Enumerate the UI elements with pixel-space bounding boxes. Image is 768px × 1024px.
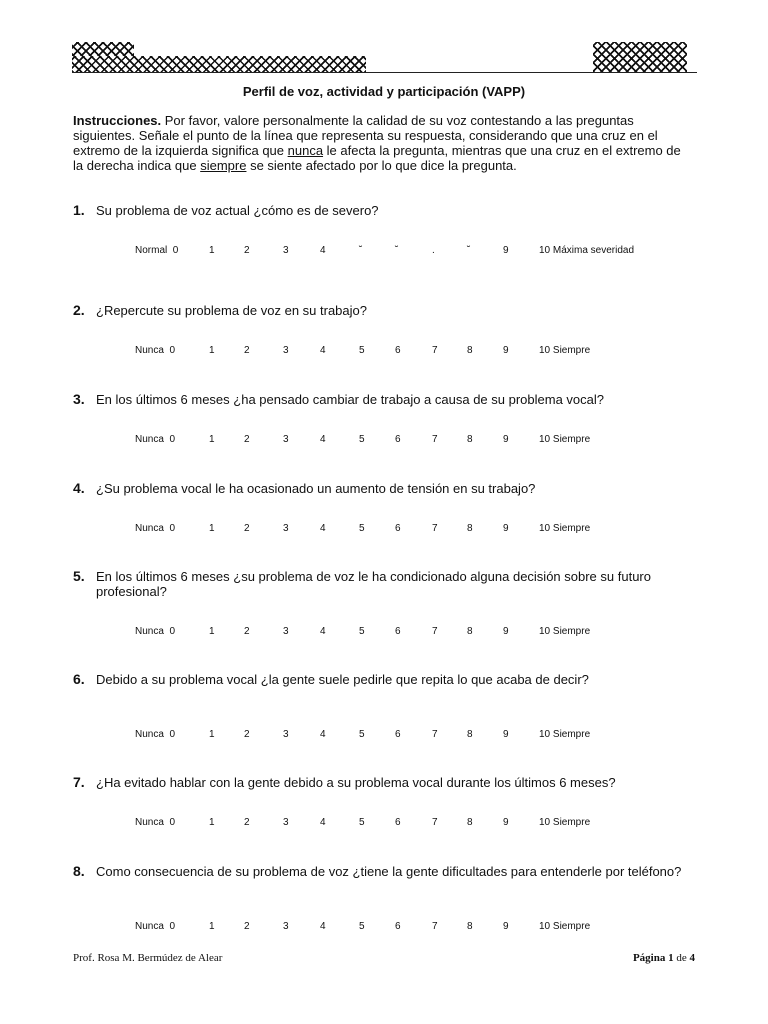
scale-point-9[interactable]: 9 (503, 626, 509, 637)
scale-point-7[interactable]: 7 (432, 817, 438, 828)
scale-point-8[interactable]: 8 (467, 921, 473, 932)
rating-scale-7 (0, 817, 768, 831)
scale-point-3[interactable]: 3 (283, 817, 289, 828)
scale-point-2[interactable]: 2 (244, 626, 250, 637)
scale-point-8[interactable]: 8 (467, 523, 473, 534)
rating-scale-8 (0, 921, 768, 935)
scale-point-2[interactable]: 2 (244, 729, 250, 740)
scale-point-0[interactable]: Nunca 0 (135, 523, 176, 534)
scale-point-6[interactable]: ˘ (395, 245, 399, 256)
rating-scale-6 (0, 729, 768, 743)
scale-point-8[interactable]: 8 (467, 434, 473, 445)
scale-point-3[interactable]: 3 (283, 523, 289, 534)
scale-point-8[interactable]: 8 (467, 729, 473, 740)
scale-point-10[interactable]: 10 Siempre (539, 523, 591, 534)
scale-point-10[interactable]: 10 Siempre (539, 345, 591, 356)
question-text: En los últimos 6 meses ¿su problema de voz le ha condicionado alguna decisión sobre su futuro profesional? (96, 569, 651, 599)
question-text: ¿Repercute su problema de voz en su trabajo? (96, 303, 367, 318)
scale-point-10[interactable]: 10 Máxima severidad (539, 245, 635, 256)
scale-point-3[interactable]: 3 (283, 345, 289, 356)
scale-point-0[interactable]: Nunca 0 (135, 434, 176, 445)
footer-author: Prof. Rosa M. Bermúdez de Alear (73, 952, 223, 964)
instructions-label: Instrucciones. (73, 113, 162, 128)
scale-point-10[interactable]: 10 Siempre (539, 921, 591, 932)
rating-scale-1 (0, 245, 768, 259)
scale-point-4[interactable]: 4 (320, 817, 326, 828)
header-hatch-left-bar (72, 56, 366, 72)
rating-scale-2 (0, 345, 768, 359)
scale-point-4[interactable]: 4 (320, 626, 326, 637)
scale-point-8[interactable]: 8 (467, 345, 473, 356)
instructions-text-3: se siente afectado por lo que dice la pregunta. (246, 158, 517, 173)
question-text: ¿Ha evitado hablar con la gente debido a su problema vocal durante los últimos 6 meses? (96, 775, 616, 790)
question-number: 8. (73, 863, 85, 879)
question-text: Su problema de voz actual ¿cómo es de severo? (96, 203, 379, 218)
scale-point-5[interactable]: 5 (359, 626, 365, 637)
scale-point-2[interactable]: 2 (244, 434, 250, 445)
instructions-text-1: Por favor, valore personalmente la calidad de su voz contestando a las preguntas siguientes. Señale el punto de la línea que representa su respuesta, considerando que una cruz en el extremo de la izquierda significa que (73, 113, 658, 158)
scale-point-10[interactable]: 10 Siempre (539, 434, 591, 445)
question-text: Como consecuencia de su problema de voz ¿tiene la gente dificultades para entenderle por teléfono? (96, 864, 682, 879)
scale-point-1[interactable]: 1 (209, 817, 215, 828)
scale-point-9[interactable]: 9 (503, 921, 509, 932)
scale-point-7[interactable]: 7 (432, 921, 438, 932)
scale-point-5[interactable]: ˘ (359, 245, 363, 256)
scale-point-4[interactable]: 4 (320, 921, 326, 932)
scale-point-7[interactable]: . (432, 245, 435, 256)
footer-of-word: de (676, 952, 687, 964)
scale-point-0[interactable]: Nunca 0 (135, 921, 176, 932)
scale-point-2[interactable]: 2 (244, 345, 250, 356)
question-number: 6. (73, 671, 85, 687)
question-text: ¿Su problema vocal le ha ocasionado un aumento de tensión en su trabajo? (96, 481, 536, 496)
scale-point-5[interactable]: 5 (359, 523, 365, 534)
question-number: 7. (73, 774, 85, 790)
scale-point-3[interactable]: 3 (283, 921, 289, 932)
scale-point-7[interactable]: 7 (432, 523, 438, 534)
scale-point-7[interactable]: 7 (432, 729, 438, 740)
rating-scale-5 (0, 626, 768, 640)
scale-point-1[interactable]: 1 (209, 523, 215, 534)
scale-point-1[interactable]: 1 (209, 245, 215, 256)
scale-point-6[interactable]: 6 (395, 817, 401, 828)
scale-point-9[interactable]: 9 (503, 245, 509, 256)
scale-point-1[interactable]: 1 (209, 626, 215, 637)
scale-point-0[interactable]: Nunca 0 (135, 626, 176, 637)
scale-point-4[interactable]: 4 (320, 345, 326, 356)
question-number: 5. (73, 568, 85, 584)
scale-point-3[interactable]: 3 (283, 729, 289, 740)
scale-point-3[interactable]: 3 (283, 626, 289, 637)
scale-point-7[interactable]: 7 (432, 626, 438, 637)
scale-point-4[interactable]: 4 (320, 729, 326, 740)
instructions-word-never: nunca (287, 143, 324, 158)
scale-point-2[interactable]: 2 (244, 245, 250, 256)
scale-point-4[interactable]: 4 (320, 434, 326, 445)
scale-point-3[interactable]: 3 (283, 434, 289, 445)
scale-point-0[interactable]: Normal 0 (135, 245, 179, 256)
scale-point-1[interactable]: 1 (209, 921, 215, 932)
scale-point-1[interactable]: 1 (209, 345, 215, 356)
scale-point-5[interactable]: 5 (359, 434, 365, 445)
scale-point-9[interactable]: 9 (503, 434, 509, 445)
page-title: Perfil de voz, actividad y participación (VAPP) (242, 84, 526, 99)
scale-point-6[interactable]: 6 (395, 729, 401, 740)
question-number: 3. (73, 391, 85, 407)
scale-point-10[interactable]: 10 Siempre (539, 729, 591, 740)
scale-point-8[interactable]: 8 (467, 626, 473, 637)
footer-page-number (633, 952, 695, 964)
scale-point-1[interactable]: 1 (209, 434, 215, 445)
scale-point-9[interactable]: 9 (503, 523, 509, 534)
scale-point-6[interactable]: 6 (395, 523, 401, 534)
scale-point-4[interactable]: 4 (320, 523, 326, 534)
scale-point-9[interactable]: 9 (503, 345, 509, 356)
header-hatch-right-bar (593, 42, 687, 72)
question-number: 2. (73, 302, 85, 318)
scale-point-7[interactable]: 7 (432, 434, 438, 445)
footer-page-word: Página (632, 952, 666, 964)
scale-point-1[interactable]: 1 (209, 729, 215, 740)
instructions (73, 113, 693, 173)
scale-point-8[interactable]: ˘ (467, 245, 471, 256)
scale-point-8[interactable]: 8 (467, 817, 473, 828)
scale-point-6[interactable]: 6 (395, 434, 401, 445)
scale-point-0[interactable]: Nunca 0 (135, 817, 176, 828)
question-number: 1. (73, 202, 85, 218)
scale-point-10[interactable]: 10 Siempre (539, 817, 591, 828)
footer-page-current: 1 (668, 952, 674, 964)
footer-page-total: 4 (689, 952, 695, 964)
scale-point-6[interactable]: 6 (395, 921, 401, 932)
scale-point-7[interactable]: 7 (432, 345, 438, 356)
question-text: En los últimos 6 meses ¿ha pensado cambiar de trabajo a causa de su problema vocal? (96, 392, 605, 407)
scale-point-10[interactable]: 10 Siempre (539, 626, 591, 637)
instructions-word-always: siempre (200, 158, 247, 173)
scale-point-4[interactable]: 4 (320, 245, 326, 256)
scale-point-9[interactable]: 9 (503, 729, 509, 740)
rating-scale-4 (0, 523, 768, 537)
instructions-text-2: le afecta la pregunta, mientras que una cruz en el extremo de la derecha indica que (73, 143, 681, 173)
question-number: 4. (73, 480, 85, 496)
scale-point-0[interactable]: Nunca 0 (135, 345, 176, 356)
scale-point-2[interactable]: 2 (244, 921, 250, 932)
scale-point-5[interactable]: 5 (359, 817, 365, 828)
scale-point-2[interactable]: 2 (244, 523, 250, 534)
scale-point-9[interactable]: 9 (503, 817, 509, 828)
rating-scale-3 (0, 434, 768, 448)
question-text: Debido a su problema vocal ¿la gente suele pedirle que repita lo que acaba de decir? (96, 672, 589, 687)
scale-point-5[interactable]: 5 (359, 921, 365, 932)
scale-point-5[interactable]: 5 (359, 345, 365, 356)
scale-point-6[interactable]: 6 (395, 345, 401, 356)
scale-point-2[interactable]: 2 (244, 817, 250, 828)
scale-point-3[interactable]: 3 (283, 245, 289, 256)
scale-point-5[interactable]: 5 (359, 729, 365, 740)
header-rule (72, 72, 697, 73)
scale-point-6[interactable]: 6 (395, 626, 401, 637)
scale-point-0[interactable]: Nunca 0 (135, 729, 176, 740)
